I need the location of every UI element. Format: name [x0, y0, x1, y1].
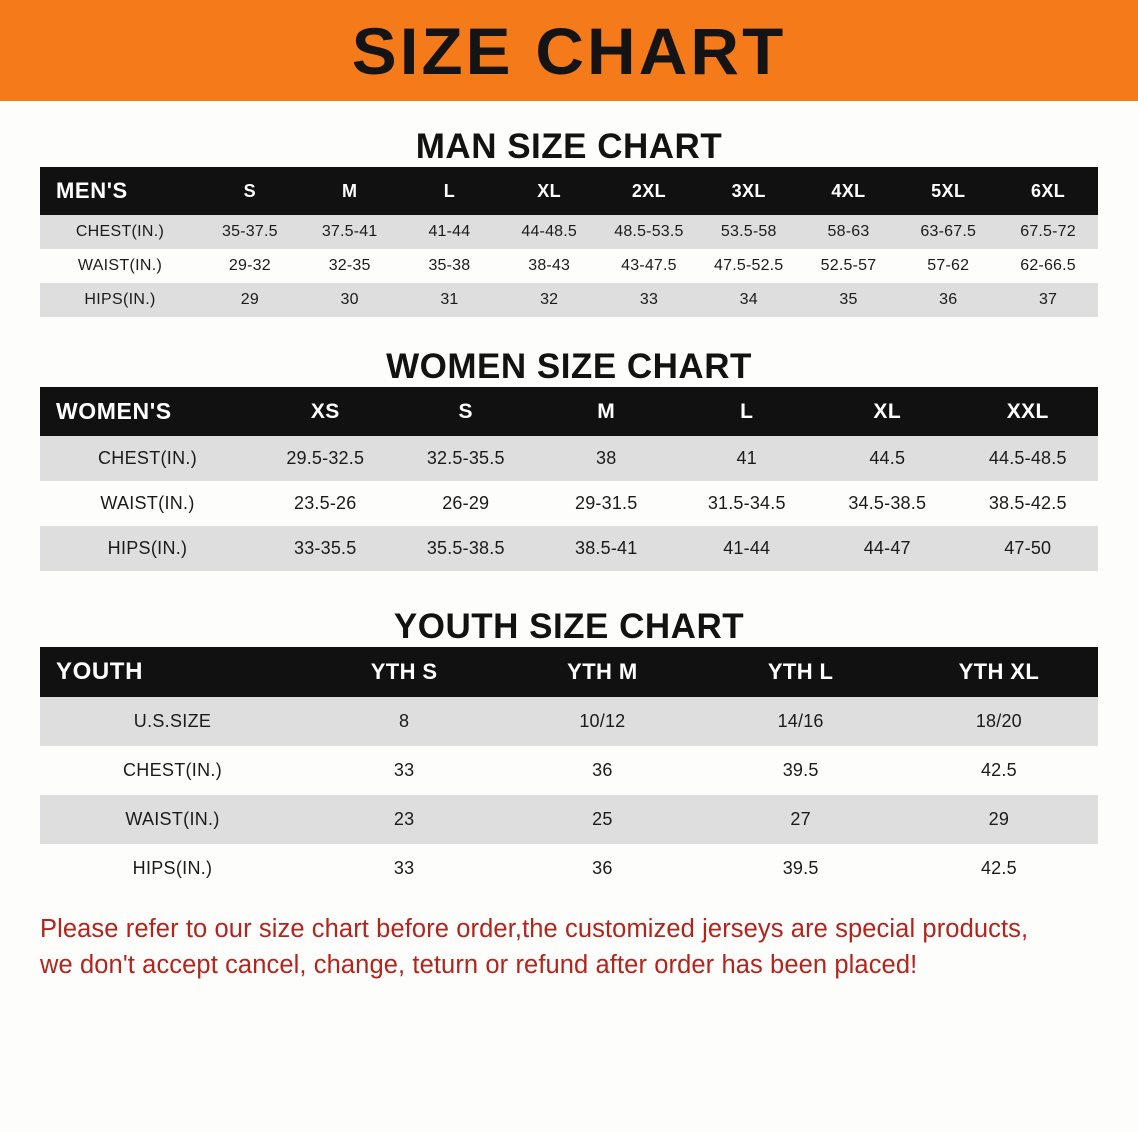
row-label: U.S.SIZE	[40, 697, 305, 746]
table-cell: 33	[599, 283, 699, 317]
column-header: M	[536, 387, 677, 436]
table-cell: 48.5-53.5	[599, 215, 699, 249]
table-cell: 31	[400, 283, 500, 317]
row-label: CHEST(IN.)	[40, 746, 305, 795]
youth-section-title: YOUTH SIZE CHART	[393, 607, 745, 646]
disclaimer-note	[40, 911, 1098, 983]
table-cell: 33-35.5	[255, 526, 396, 571]
column-header: L	[400, 167, 500, 215]
table-cell: 42.5	[900, 844, 1098, 893]
disclaimer-line-1: Please refer to our size chart before order,the customized jerseys are special products,	[40, 915, 1029, 943]
table-cell: 38-43	[499, 249, 599, 283]
column-header: L	[677, 387, 818, 436]
table-row	[40, 436, 1098, 481]
table-cell: 32.5-35.5	[396, 436, 537, 481]
column-header: 6XL	[998, 167, 1098, 215]
row-label: WAIST(IN.)	[40, 795, 305, 844]
table-cell: 41-44	[677, 526, 818, 571]
table-cell: 35.5-38.5	[396, 526, 537, 571]
table-row	[40, 283, 1098, 317]
table-cell: 33	[305, 844, 503, 893]
table-row	[40, 249, 1098, 283]
table-cell: 27	[702, 795, 900, 844]
column-header: 3XL	[699, 167, 799, 215]
table-cell: 39.5	[702, 844, 900, 893]
table-cell: 37	[998, 283, 1098, 317]
table-cell: 10/12	[503, 697, 701, 746]
table-cell: 41-44	[400, 215, 500, 249]
column-header: YTH L	[702, 647, 900, 697]
man-section-title: MAN SIZE CHART	[415, 127, 723, 166]
table-cell: 47.5-52.5	[699, 249, 799, 283]
row-label: WAIST(IN.)	[40, 481, 255, 526]
table-cell: 32-35	[300, 249, 400, 283]
page-title: SIZE CHART	[351, 13, 787, 88]
page-banner	[0, 0, 1138, 101]
table-row	[40, 526, 1098, 571]
table-header-row	[40, 647, 1098, 697]
table-cell: 8	[305, 697, 503, 746]
column-header: YTH S	[305, 647, 503, 697]
table-cell: 34.5-38.5	[817, 481, 958, 526]
table-cell: 44.5-48.5	[958, 436, 1099, 481]
table-row	[40, 795, 1098, 844]
row-label: HIPS(IN.)	[40, 844, 305, 893]
table-cell: 29	[200, 283, 300, 317]
disclaimer-line-2: we don't accept cancel, change, teturn or refund after order has been placed!	[40, 951, 918, 980]
table-cell: 38.5-41	[536, 526, 677, 571]
column-header: YTH XL	[900, 647, 1098, 697]
table-cell: 36	[503, 844, 701, 893]
column-header: XXL	[958, 387, 1099, 436]
women-table-wrap	[0, 387, 1138, 571]
man-size-table	[40, 167, 1098, 317]
youth-table-wrap	[0, 647, 1138, 893]
table-cell: 37.5-41	[300, 215, 400, 249]
table-cell: 23.5-26	[255, 481, 396, 526]
row-label: WAIST(IN.)	[40, 249, 200, 283]
youth-size-table	[40, 647, 1098, 893]
table-cell: 43-47.5	[599, 249, 699, 283]
table-cell: 53.5-58	[699, 215, 799, 249]
table-cell: 18/20	[900, 697, 1098, 746]
column-header: XS	[255, 387, 396, 436]
table-cell: 35-37.5	[200, 215, 300, 249]
column-header: MEN'S	[40, 167, 200, 215]
table-cell: 26-29	[396, 481, 537, 526]
column-header: S	[396, 387, 537, 436]
table-cell: 38.5-42.5	[958, 481, 1099, 526]
table-cell: 25	[503, 795, 701, 844]
table-cell: 34	[699, 283, 799, 317]
column-header: YTH M	[503, 647, 701, 697]
table-cell: 67.5-72	[998, 215, 1098, 249]
table-cell: 57-62	[898, 249, 998, 283]
table-cell: 31.5-34.5	[677, 481, 818, 526]
row-label: CHEST(IN.)	[40, 436, 255, 481]
table-cell: 29.5-32.5	[255, 436, 396, 481]
table-cell: 44-47	[817, 526, 958, 571]
table-cell: 23	[305, 795, 503, 844]
table-cell: 14/16	[702, 697, 900, 746]
table-cell: 38	[536, 436, 677, 481]
table-row	[40, 215, 1098, 249]
table-cell: 63-67.5	[898, 215, 998, 249]
table-cell: 52.5-57	[799, 249, 899, 283]
column-header: WOMEN'S	[40, 387, 255, 436]
table-cell: 33	[305, 746, 503, 795]
column-header: M	[300, 167, 400, 215]
table-row	[40, 844, 1098, 893]
row-label: HIPS(IN.)	[40, 526, 255, 571]
table-header-row	[40, 387, 1098, 436]
table-cell: 44-48.5	[499, 215, 599, 249]
table-row	[40, 481, 1098, 526]
women-size-table	[40, 387, 1098, 571]
table-row	[40, 746, 1098, 795]
column-header: XL	[499, 167, 599, 215]
table-cell: 42.5	[900, 746, 1098, 795]
table-header-row	[40, 167, 1098, 215]
table-cell: 36	[503, 746, 701, 795]
table-cell: 47-50	[958, 526, 1099, 571]
column-header: 5XL	[898, 167, 998, 215]
table-cell: 30	[300, 283, 400, 317]
column-header: YOUTH	[40, 647, 305, 697]
row-label: CHEST(IN.)	[40, 215, 200, 249]
table-cell: 36	[898, 283, 998, 317]
column-header: 4XL	[799, 167, 899, 215]
table-cell: 58-63	[799, 215, 899, 249]
table-cell: 62-66.5	[998, 249, 1098, 283]
column-header: S	[200, 167, 300, 215]
table-cell: 44.5	[817, 436, 958, 481]
row-label: HIPS(IN.)	[40, 283, 200, 317]
table-cell: 35	[799, 283, 899, 317]
table-row	[40, 697, 1098, 746]
table-cell: 41	[677, 436, 818, 481]
table-cell: 29-32	[200, 249, 300, 283]
column-header: XL	[817, 387, 958, 436]
table-cell: 29-31.5	[536, 481, 677, 526]
column-header: 2XL	[599, 167, 699, 215]
women-section-title: WOMEN SIZE CHART	[386, 347, 752, 386]
table-cell: 39.5	[702, 746, 900, 795]
table-cell: 32	[499, 283, 599, 317]
table-cell: 35-38	[400, 249, 500, 283]
man-table-wrap	[0, 167, 1138, 317]
table-cell: 29	[900, 795, 1098, 844]
